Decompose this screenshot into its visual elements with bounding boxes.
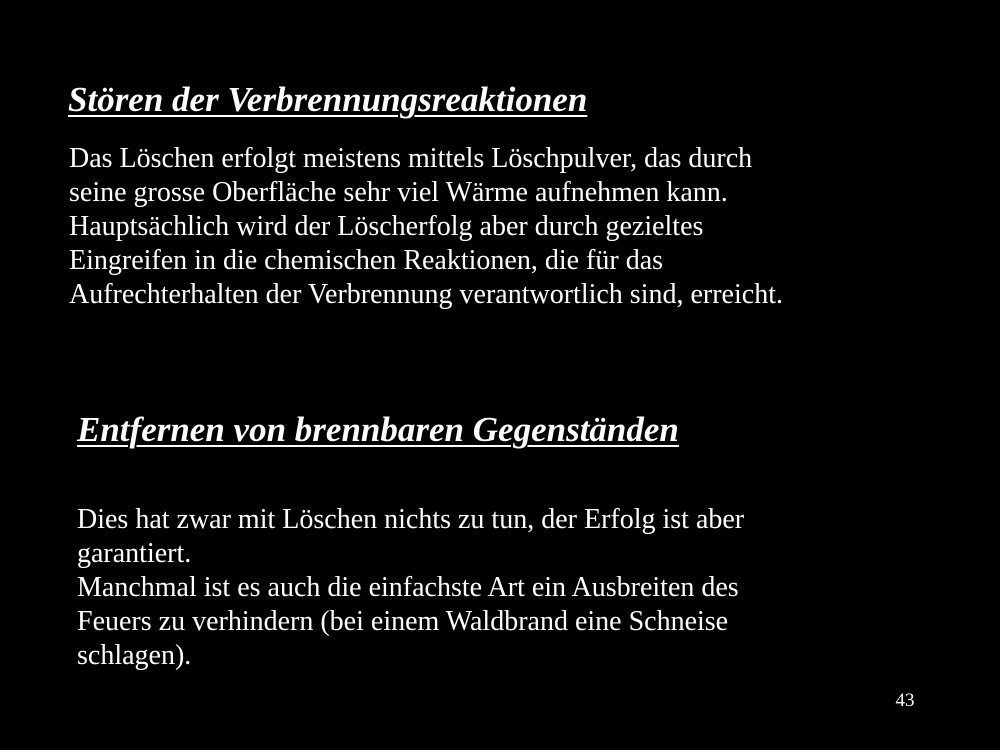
body-line: Das Löschen erfolgt meistens mittels Löschpulver, das durch xyxy=(69,143,753,174)
body-line: Hauptsächlich wird der Löscherfolg aber durch gezieltes xyxy=(69,211,704,242)
body-line: Manchmal ist es auch die einfachste Art ein Ausbreiten des xyxy=(77,572,739,603)
section-body-entfernen xyxy=(77,503,744,673)
body-line: garantiert. xyxy=(77,538,192,569)
body-line: Feuers zu verhindern (bei einem Waldbrand eine Schneise xyxy=(77,606,729,637)
body-line: Eingreifen in die chemischen Reaktionen, die für das xyxy=(69,245,664,276)
body-line: seine grosse Oberfläche sehr viel Wärme aufnehmen kann. xyxy=(69,177,728,208)
body-line: Dies hat zwar mit Löschen nichts zu tun, der Erfolg ist aber xyxy=(77,504,745,535)
body-line: Aufrechterhalten der Verbrennung verantwortlich sind, erreicht. xyxy=(69,279,783,310)
slide-number: 43 xyxy=(895,690,915,711)
section-heading-stoeren: Stören der Verbrennungsreaktionen xyxy=(68,80,588,119)
section-body-stoeren xyxy=(69,142,783,312)
body-line: schlagen). xyxy=(77,640,192,671)
section-heading-entfernen: Entfernen von brennbaren Gegenständen xyxy=(77,410,679,449)
